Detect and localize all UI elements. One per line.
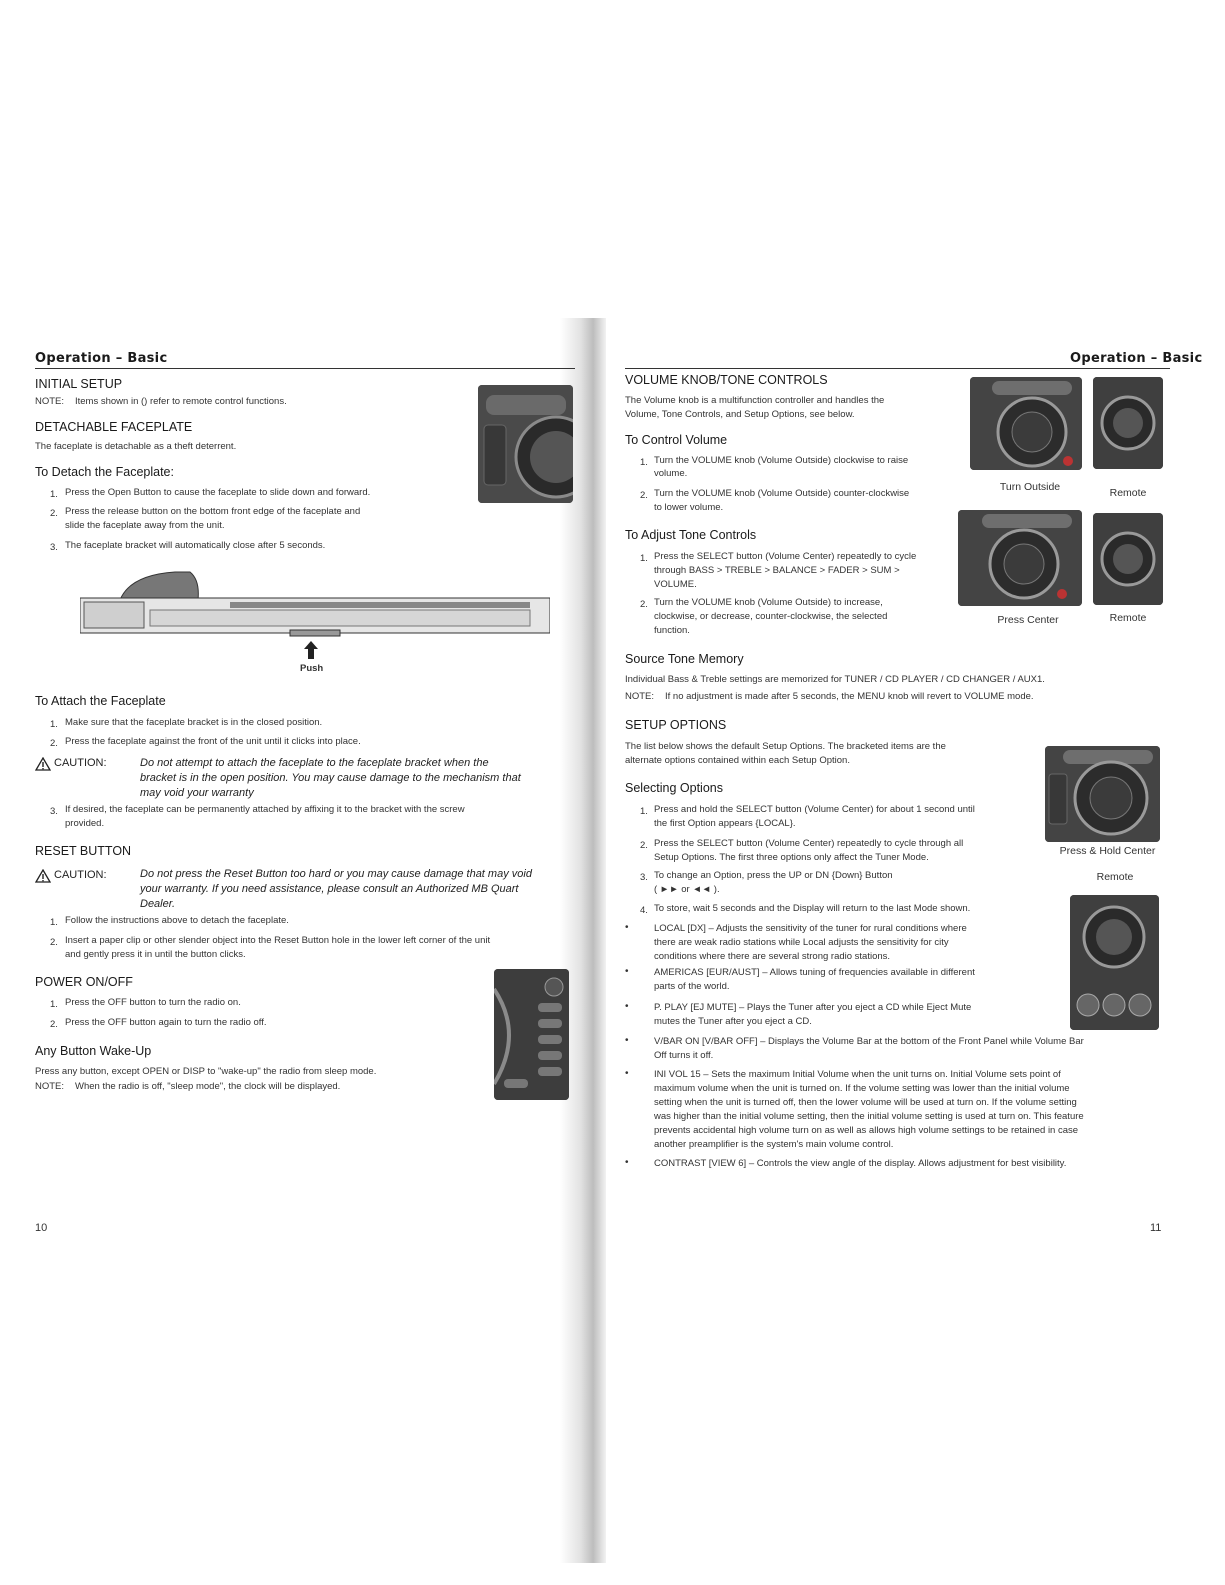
bullet-vbar-1: V/BAR ON [V/BAR OFF] – Displays the Volume Bar at the bottom of the Front Panel while Volume Bar: [654, 1036, 1084, 1047]
push-arrow-icon: [304, 641, 318, 659]
remote-knob-icon: [1093, 377, 1163, 469]
step-number: 3.: [640, 872, 648, 883]
note2-label: NOTE:: [35, 1081, 65, 1092]
header-rule-right: [625, 368, 1170, 369]
attach-step-2: Press the faceplate against the front of the unit until it clicks into place.: [65, 736, 361, 747]
volume-text-2: Volume, Tone Controls, and Setup Options, see below.: [625, 409, 855, 420]
step-number: 1.: [50, 999, 58, 1010]
power-step-2: Press the OFF button again to turn the radio off.: [65, 1017, 267, 1028]
caption-remote-3: Remote: [1096, 871, 1134, 883]
sel-step-2a: Press the SELECT button (Volume Center) repeatedly to cycle through all: [654, 838, 964, 849]
step-number: 2.: [50, 937, 58, 948]
sel-step-1b: the first Option appears {LOCAL}.: [654, 818, 796, 829]
remote-knob-icon: [1070, 895, 1159, 1030]
remote-photo-3: [1070, 895, 1159, 1030]
volume-knob-icon: [1045, 746, 1160, 842]
warning-triangle-icon: [35, 757, 51, 771]
step-number: 3.: [50, 542, 58, 553]
page-number-right: 11: [1150, 1222, 1162, 1234]
bullet-local-3: conditions where there are several strong radio stations.: [654, 951, 891, 962]
caption-press-center: Press Center: [997, 614, 1059, 626]
source-tone-heading: Source Tone Memory: [625, 652, 744, 666]
bullet-vbar-2: Off turns it off.: [654, 1050, 714, 1061]
bullet-icon: •: [625, 1068, 629, 1079]
bullet-americas-1: AMERICAS [EUR/AUST] – Allows tuning of frequencies available in different: [654, 967, 975, 978]
remote-control-icon: [494, 969, 569, 1100]
to-detach-heading: To Detach the Faceplate:: [35, 465, 174, 479]
right-page: [600, 0, 1225, 1585]
bullet-inivol-3: setting when the unit is turned off, then the lower volume will be used at turn on. If the volume setting: [654, 1097, 1077, 1108]
note2-text: When the radio is off, "sleep mode", the clock will be displayed.: [75, 1081, 341, 1092]
detach-step-1: Press the Open Button to cause the faceplate to slide down and forward.: [65, 487, 371, 498]
remote-photo-1: [1093, 377, 1163, 469]
header-rule-left: [35, 368, 575, 369]
power-heading: POWER ON/OFF: [35, 975, 133, 989]
at-step-1a: Press the SELECT button (Volume Center) repeatedly to cycle: [654, 551, 917, 562]
press-center-photo: [958, 510, 1082, 606]
to-attach-heading: To Attach the Faceplate: [35, 694, 166, 708]
volume-knob-heading: VOLUME KNOB/TONE CONTROLS: [625, 373, 828, 387]
caption-press-hold: Press & Hold Center: [1059, 845, 1156, 857]
bullet-icon: •: [625, 1001, 629, 1012]
push-label: Push: [300, 663, 324, 674]
faceplate-icon: [80, 570, 550, 640]
sel-step-2b: Setup Options. The first three options only affect the Tuner Mode.: [654, 852, 929, 863]
reset-step-2b: and gently press it in until the button clicks.: [65, 949, 246, 960]
volume-knob-icon: [958, 510, 1082, 606]
attach-step-3a: If desired, the faceplate can be permanently attached by affixing it to the bracket with the screw: [65, 804, 465, 815]
sel-step-4: To store, wait 5 seconds and the Display will return to the last Mode shown.: [654, 903, 971, 914]
detach-step-2a: Press the release button on the bottom front edge of the faceplate and: [65, 506, 361, 517]
left-page: [0, 0, 600, 1585]
reset-button-heading: RESET BUTTON: [35, 844, 132, 858]
caution-label: CAUTION:: [54, 869, 107, 881]
at-step-2c: function.: [654, 625, 690, 636]
step-number: 2.: [50, 738, 58, 749]
header-left: Operation – Basic: [35, 351, 168, 366]
step-number: 4.: [640, 905, 648, 916]
setup-text-2: alternate options contained within each Setup Option.: [625, 755, 850, 766]
wake-heading: Any Button Wake-Up: [35, 1044, 152, 1058]
warning-triangle-icon: [35, 869, 51, 883]
detach-step-2b: slide the faceplate away from the unit.: [65, 520, 225, 531]
bullet-inivol-5: prevents accidental high volume turn on as well as allows high volume settings to be retained in case: [654, 1125, 1079, 1136]
remote-photo-2: [1093, 513, 1163, 605]
selecting-options-heading: Selecting Options: [625, 781, 723, 795]
step-number: 2.: [640, 599, 648, 610]
note-text: If no adjustment is made after 5 seconds, the MENU knob will revert to VOLUME mode.: [665, 691, 1034, 702]
step-number: 2.: [50, 1019, 58, 1030]
at-step-1c: VOLUME.: [654, 579, 697, 590]
note1-text: Items shown in () refer to remote control functions.: [75, 396, 287, 407]
control-volume-heading: To Control Volume: [625, 433, 728, 447]
bullet-contrast: CONTRAST [VIEW 6] – Controls the view angle of the display. Allows adjustment for best visibility.: [654, 1158, 1067, 1169]
caution2-line2: your warranty. If you need assistance, please consult an Authorized MB Quart: [140, 883, 519, 895]
bullet-inivol-4: was higher than the initial volume setting, then the initial volume setting is used at turn on. This feature: [654, 1111, 1084, 1122]
attach-step-1: Make sure that the faceplate bracket is in the closed position.: [65, 717, 323, 728]
bullet-inivol-1: INI VOL 15 – Sets the maximum Initial Volume when the unit turns on. Initial Volume sets point of: [654, 1069, 1061, 1080]
caution2-line3: Dealer.: [140, 898, 176, 910]
detachable-heading: DETACHABLE FACEPLATE: [35, 420, 193, 434]
bullet-pplay-1: P. PLAY [EJ MUTE] – Plays the Tuner after you eject a CD while Eject Mute: [654, 1002, 972, 1013]
note1-label: NOTE:: [35, 396, 65, 407]
step-number: 1.: [640, 806, 648, 817]
step-number: 1.: [50, 917, 58, 928]
bullet-local-1: LOCAL [DX] – Adjusts the sensitivity of the tuner for rural conditions where: [654, 923, 967, 934]
step-number: 2.: [50, 508, 58, 519]
cv-step-2a: Turn the VOLUME knob (Volume Outside) counter-clockwise: [654, 488, 910, 499]
initial-setup-heading: INITIAL SETUP: [35, 377, 123, 391]
step-number: 3.: [50, 806, 58, 817]
radio-faceplate-photo: [478, 385, 573, 503]
sel-step-3b: ( ►► or ◄◄ ).: [654, 884, 720, 895]
detachable-text: The faceplate is detachable as a theft deterrent.: [35, 441, 237, 452]
bullet-icon: •: [625, 1035, 629, 1046]
bullet-inivol-2: maximum volume when the unit is turned on. If the volume setting was lower than the initial volume: [654, 1083, 1070, 1094]
step-number: 1.: [640, 553, 648, 564]
at-step-2a: Turn the VOLUME knob (Volume Outside) to increase,: [654, 597, 883, 608]
cv-step-2b: to lower volume.: [654, 502, 724, 513]
sel-step-1a: Press and hold the SELECT button (Volume Center) for about 1 second until: [654, 804, 975, 815]
bullet-icon: •: [625, 1157, 629, 1168]
attach-step-3b: provided.: [65, 818, 105, 829]
volume-text-1: The Volume knob is a multifunction controller and handles the: [625, 395, 885, 406]
header-right: Operation – Basic: [1070, 351, 1203, 366]
sel-step-3a: To change an Option, press the UP or DN {Down} Button: [654, 870, 893, 881]
caution1-line2: bracket is in the open position. You may cause damage to the mechanism that: [140, 772, 521, 784]
adjust-tone-heading: To Adjust Tone Controls: [625, 528, 757, 542]
caption-remote-1: Remote: [1109, 487, 1147, 499]
bullet-icon: •: [625, 922, 629, 933]
step-number: 1.: [640, 457, 648, 468]
press-hold-photo: [1045, 746, 1160, 842]
setup-text-1: The list below shows the default Setup Options. The bracketed items are the: [625, 741, 946, 752]
cv-step-1a: Turn the VOLUME knob (Volume Outside) clockwise to raise: [654, 455, 909, 466]
remote-knob-icon: [1093, 513, 1163, 605]
bullet-inivol-6: another preamplifier is the system's main volume control.: [654, 1139, 894, 1150]
caption-turn-outside: Turn Outside: [999, 481, 1061, 493]
at-step-2b: clockwise, or decrease, counter-clockwise, the selected: [654, 611, 888, 622]
faceplate-drawing: [80, 570, 550, 640]
reset-step-1: Follow the instructions above to detach the faceplate.: [65, 915, 289, 926]
wake-text: Press any button, except OPEN or DISP to "wake-up" the radio from sleep mode.: [35, 1066, 377, 1077]
turn-outside-photo: [970, 377, 1082, 470]
setup-options-heading: SETUP OPTIONS: [625, 718, 727, 732]
bullet-pplay-2: mutes the Tuner after you eject a CD.: [654, 1016, 812, 1027]
caution-label: CAUTION:: [54, 757, 107, 769]
volume-knob-icon: [970, 377, 1082, 470]
caution1-line1: Do not attempt to attach the faceplate to the faceplate bracket when the: [140, 757, 489, 769]
caution2-line1: Do not press the Reset Button too hard or you may cause damage that may void: [140, 868, 532, 880]
page-number-left: 10: [35, 1222, 48, 1234]
note-label: NOTE:: [625, 691, 655, 702]
remote-control-photo: [494, 969, 569, 1100]
step-number: 2.: [640, 490, 648, 501]
step-number: 1.: [50, 489, 58, 500]
bullet-icon: •: [625, 966, 629, 977]
bullet-americas-2: parts of the world.: [654, 981, 730, 992]
step-number: 1.: [50, 719, 58, 730]
step-number: 2.: [640, 840, 648, 851]
caption-remote-2: Remote: [1109, 612, 1147, 624]
source-tone-text: Individual Bass & Treble settings are memorized for TUNER / CD PLAYER / CD CHANGER / AUX1.: [625, 674, 1045, 685]
cv-step-1b: volume.: [654, 468, 688, 479]
radio-faceplate-icon: [478, 385, 573, 503]
bullet-local-2: there are weak radio stations while Local adjusts the sensitivity for city: [654, 937, 949, 948]
detach-step-3: The faceplate bracket will automatically close after 5 seconds.: [65, 540, 326, 551]
at-step-1b: through BASS > TREBLE > BALANCE > FADER > SUM >: [654, 565, 900, 576]
caution1-line3: may void your warranty: [140, 787, 254, 799]
reset-step-2a: Insert a paper clip or other slender object into the Reset Button hole in the lower left corner of the unit: [65, 935, 491, 946]
power-step-1: Press the OFF button to turn the radio on.: [65, 997, 241, 1008]
